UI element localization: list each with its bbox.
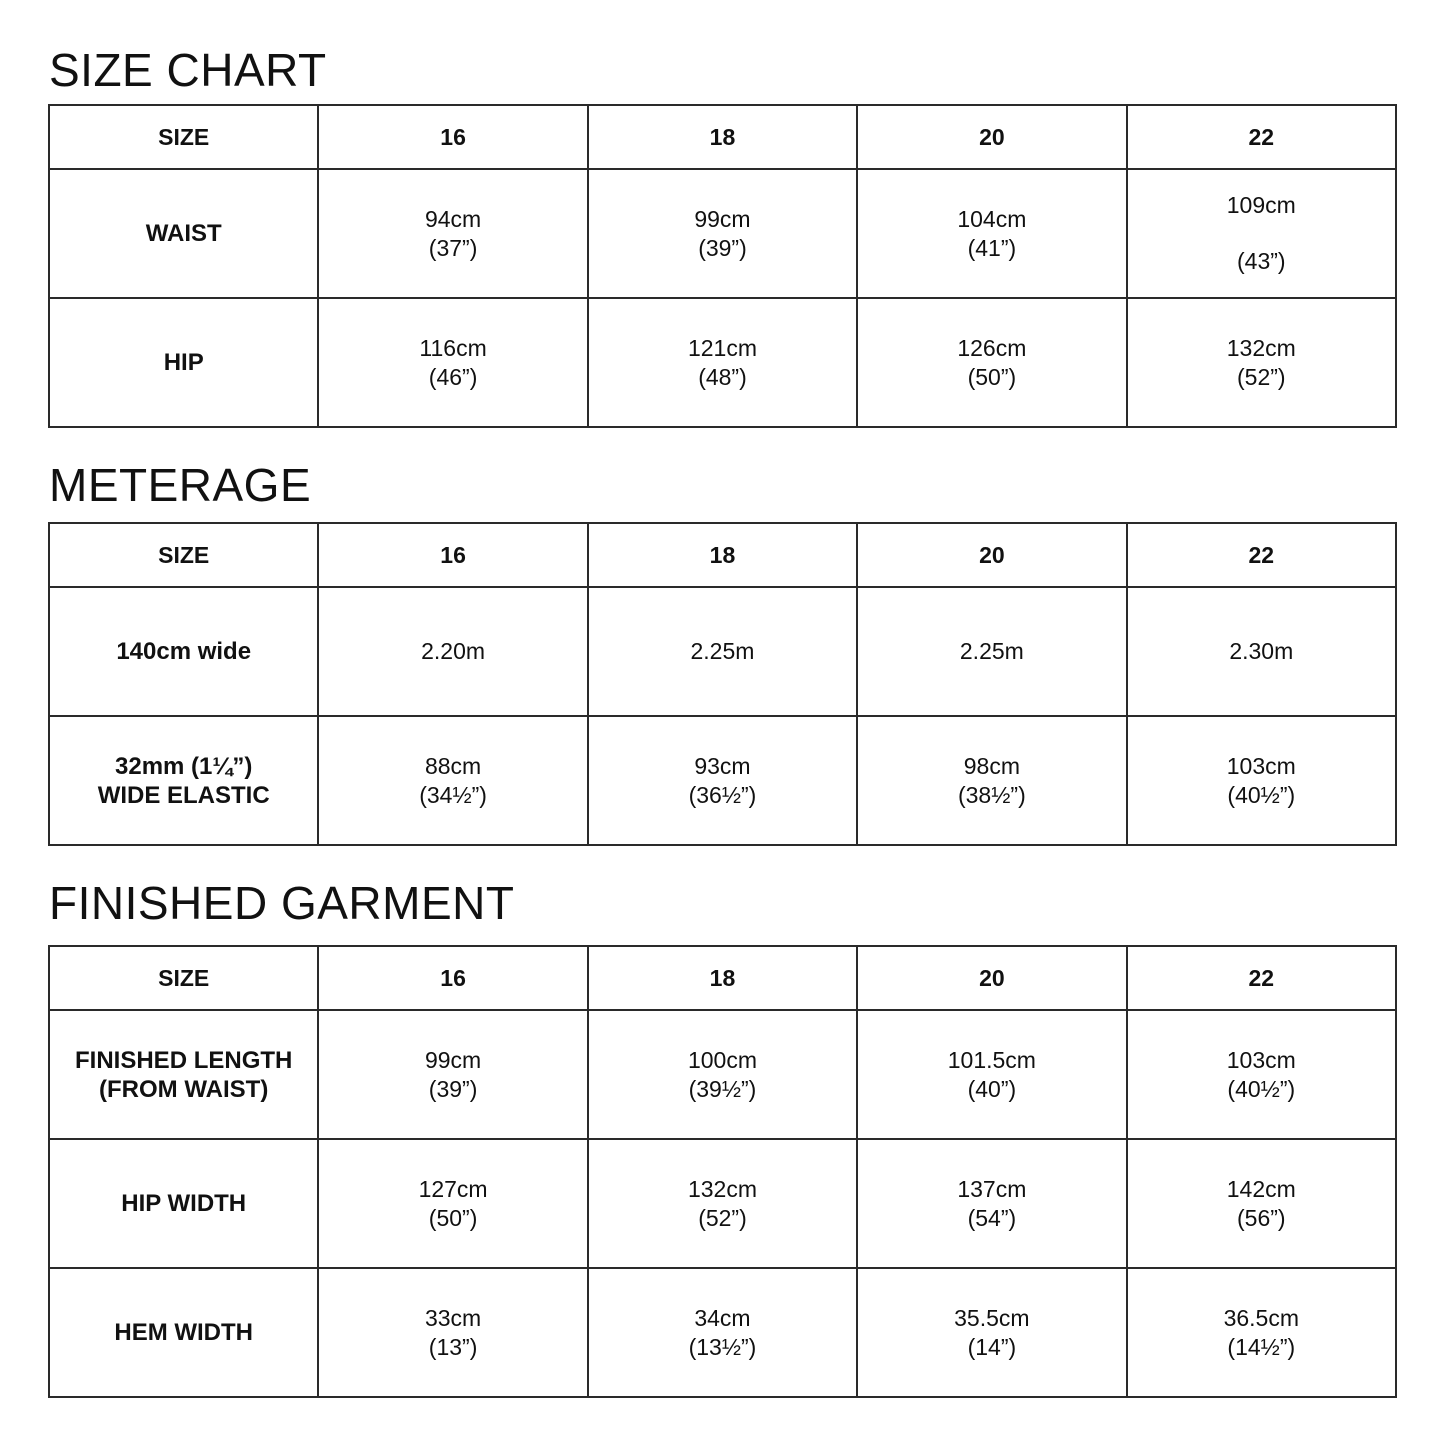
table-cell: 100cm (39½”)	[588, 1010, 857, 1139]
header-cell: 18	[588, 523, 857, 587]
table-cell: 34cm (13½”)	[588, 1268, 857, 1397]
header-cell: 18	[588, 946, 857, 1010]
header-cell: 22	[1127, 523, 1396, 587]
table-row	[49, 1010, 1396, 1139]
table-cell: 2.20m	[318, 587, 587, 716]
table-cell: 33cm (13”)	[318, 1268, 587, 1397]
table-row	[49, 169, 1396, 298]
table-cell: 103cm (40½”)	[1127, 716, 1396, 845]
header-cell: 16	[318, 523, 587, 587]
table-cell: 94cm (37”)	[318, 169, 587, 298]
table-cell: 116cm (46”)	[318, 298, 587, 427]
header-cell: 16	[318, 105, 587, 169]
table-header-row	[49, 946, 1396, 1010]
table-cell: 36.5cm (14½”)	[1127, 1268, 1396, 1397]
table-cell: 93cm (36½”)	[588, 716, 857, 845]
size-chart-title: SIZE CHART	[49, 44, 327, 96]
header-cell: 18	[588, 105, 857, 169]
table-cell: 103cm (40½”)	[1127, 1010, 1396, 1139]
table-cell: 142cm (56”)	[1127, 1139, 1396, 1268]
meterage-table	[48, 522, 1397, 846]
header-cell: 20	[857, 946, 1126, 1010]
table-cell: 2.25m	[588, 587, 857, 716]
table-cell: 132cm (52”)	[588, 1139, 857, 1268]
header-cell: 20	[857, 105, 1126, 169]
table-cell: 2.30m	[1127, 587, 1396, 716]
table-cell: 2.25m	[857, 587, 1126, 716]
table-cell: 99cm (39”)	[588, 169, 857, 298]
row-label: FINISHED LENGTH (FROM WAIST)	[49, 1010, 318, 1139]
header-cell: SIZE	[49, 523, 318, 587]
table-cell: 127cm (50”)	[318, 1139, 587, 1268]
table-cell: 121cm (48”)	[588, 298, 857, 427]
row-label: 32mm (1¼”) WIDE ELASTIC	[49, 716, 318, 845]
finished-garment-table	[48, 945, 1397, 1398]
table-cell: 99cm (39”)	[318, 1010, 587, 1139]
header-cell: 16	[318, 946, 587, 1010]
table-header-row	[49, 523, 1396, 587]
row-label: HEM WIDTH	[49, 1268, 318, 1397]
table-header-row	[49, 105, 1396, 169]
row-label: 140cm wide	[49, 587, 318, 716]
table-cell: 132cm (52”)	[1127, 298, 1396, 427]
table-row	[49, 1268, 1396, 1397]
table-cell: 88cm (34½”)	[318, 716, 587, 845]
row-label: HIP WIDTH	[49, 1139, 318, 1268]
table-cell: 137cm (54”)	[857, 1139, 1126, 1268]
table-cell: 98cm (38½”)	[857, 716, 1126, 845]
table-row	[49, 587, 1396, 716]
table-row	[49, 716, 1396, 845]
header-cell: 20	[857, 523, 1126, 587]
table-cell: 126cm (50”)	[857, 298, 1126, 427]
table-cell: 104cm (41”)	[857, 169, 1126, 298]
header-cell: SIZE	[49, 105, 318, 169]
row-label: WAIST	[49, 169, 318, 298]
header-cell: 22	[1127, 946, 1396, 1010]
header-cell: SIZE	[49, 946, 318, 1010]
table-cell: 101.5cm (40”)	[857, 1010, 1126, 1139]
table-cell: 35.5cm (14”)	[857, 1268, 1126, 1397]
table-row	[49, 298, 1396, 427]
finished-garment-title: FINISHED GARMENT	[49, 877, 515, 929]
size-chart-table	[48, 104, 1397, 428]
meterage-title: METERAGE	[49, 459, 312, 511]
table-cell: 109cm (43”)	[1127, 169, 1396, 298]
row-label: HIP	[49, 298, 318, 427]
table-row	[49, 1139, 1396, 1268]
header-cell: 22	[1127, 105, 1396, 169]
